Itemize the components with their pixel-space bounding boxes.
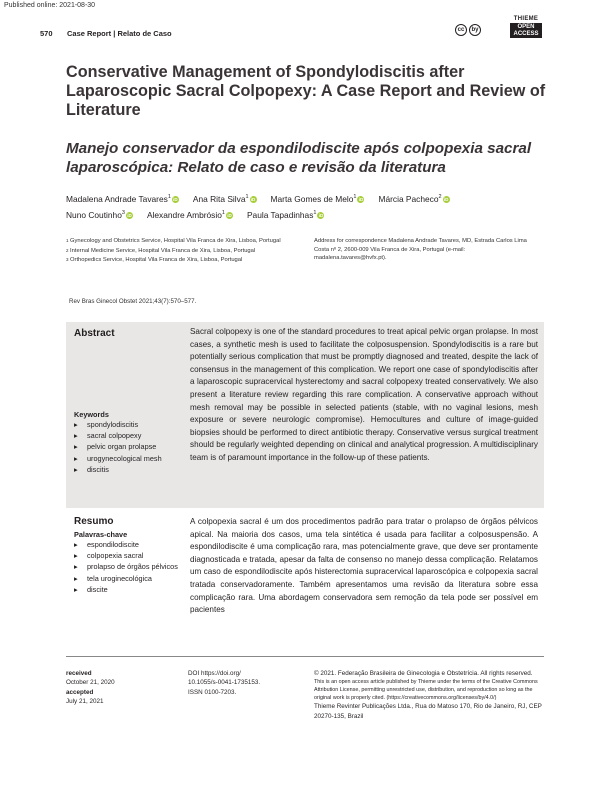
keyword-text: discitis [87,464,109,474]
footer-divider [66,656,544,657]
abstract-heading: Abstract [74,328,115,339]
doi-link[interactable]: DOI https://doi.org/ [188,670,241,677]
running-head: Case Report | Relato de Caso [67,29,172,38]
palavras-chave-list [74,539,186,595]
keyword-item [74,464,186,475]
affiliation-text: Gynecology and Obstetrics Service, Hospital Vila Franca de Xira, Lisboa, Portugal [70,238,281,244]
orcid-icon[interactable]: iD [358,196,364,202]
logo-publisher-text: THIEME [513,16,539,22]
affiliation-number: 1 [66,238,69,243]
keyword-item [74,550,186,561]
resumo-text: A colpopexia sacral é um dos procedimentos padrão para tratar o prolapso de órgãos pélvicos apical. Na maioria dos casos, uma tela sintética é usada para facilitar a colposuspensão. A espondilodiscite é uma complicação rara, mas potencialmente grave, que deve ser prontamente diagnosticada e tratada, apesar da falta de consenso no manejo dessa complicação. Relatamos um caso de espondilodiscite após histerectomia supracervical laparoscópica e colpopexia sacral tratada conservadoramente. Também apresentamos uma revisão da literatura sobre essa complicação rara. Uma abordagem conservadora sem remoção da tela pode ser possível em pacientes [190,517,538,615]
correspondence-address: Address for correspondence Madalena Andrade Tavares, MD, Estrada Carlos Lima Costa nº 2, 2600-009 Vila Franca de Xira, Portugal (e-mail: madalena.tavares@hvfx.pt). [314,238,527,261]
author-affiliation-number: 1 [221,209,225,216]
orcid-icon[interactable]: iD [173,196,178,202]
author [271,190,365,206]
keyword-text: colpopexia sacral [87,551,144,561]
article-title-portuguese: Manejo conservador da espondilodiscite após colpopexia sacral laparoscópica: Relato de caso e revisão da literatura [66,140,532,176]
keyword-item [74,584,186,595]
author-affiliation-number: 3 [121,209,125,216]
keyword-text: prolapso de órgãos pélvicos [87,562,178,572]
affiliation-number: 3 [66,257,69,262]
author [66,206,133,222]
bullet-icon: ▸ [74,442,78,452]
orcid-icon[interactable]: iD [443,196,449,202]
bullet-icon: ▸ [74,464,78,474]
keyword-item [74,453,186,464]
affiliation-number: 2 [66,247,69,253]
author-name: Alexandre Ambrósio [146,209,222,220]
keyword-text: tela uroginecológica [87,573,152,583]
bullet-icon: ▸ [74,420,78,429]
author-name: Madalena Andrade Tavares [66,193,168,204]
author-affiliation-number: 1 [245,194,249,200]
logo-access-text: ACCESS [513,30,539,37]
author [147,206,233,222]
keyword-item [74,573,186,584]
affiliation-text: Internal Medicine Service, Hospital Vila Franca de Xira, Lisboa, Portugal [70,247,256,254]
affiliation [66,256,306,265]
bullet-icon: ▸ [74,540,78,549]
author-affiliation-number: 1 [353,194,357,200]
keyword-text: spondylodiscitis [87,420,139,429]
keyword-item [74,539,186,550]
orcid-icon[interactable]: iD [318,212,324,218]
keyword-text: espondilodiscite [87,540,139,549]
issn: ISSN 0100-7203. [188,688,237,696]
keyword-text: pelvic organ prolapse [87,442,157,452]
bullet-icon: ▸ [74,431,78,441]
doi-block [188,669,298,697]
publisher-address: Thieme Revinter Publicações Ltda., Rua do Matoso 170, Rio de Janeiro, RJ, CEP 20270-135, Brazil [314,703,542,720]
resumo-heading: Resumo [74,516,114,527]
published-date: Published online: 2021-08-30 [4,2,96,9]
journal-citation: Rev Bras Ginecol Obstet 2021;43(7):570–577. [69,298,197,305]
license-notice: This is an open access article published by Thieme under the terms of the Creative Commons Attribution License, permitting unrestricted use, distribution, and reproduction so long as the original work is properly cited. (https://creativecommons.org/licenses/by/4.0/) [314,679,538,702]
keyword-item [74,441,186,452]
keywords-heading: Keywords [74,410,109,419]
keyword-text: discite [87,584,108,594]
affiliation-text: Orthopedics Service, Hospital Vila Franca de Xira, Lisboa, Portugal [70,257,243,263]
affiliation [66,237,306,246]
accepted-date: July 21, 2021 [66,697,104,705]
logo-open-text: OPEN [517,24,535,30]
affiliations [66,237,306,266]
attribution-icon: by [469,24,481,36]
author [66,190,179,206]
bullet-icon: ▸ [74,562,78,572]
author-affiliation-number: 1 [313,209,317,216]
author-name: Nuno Coutinho [66,209,122,220]
orcid-icon[interactable]: iD [250,196,256,202]
palavras-chave-heading: Palavras-chave [74,530,128,539]
abstract-text: Sacral colpopexy is one of the standard procedures to treat apical pelvic organ prolapse. In most cases, a synthetic mesh is used to facilitate the colposuspension. Spondylodiscitis is a rare but potentially serious complication that must be promptly diagnosed and treated, despite the lack of consensus in the management of this complication. We report one case of spondylodiscitis after a laparoscopic supracervical hysterectomy and sacral colpopexy treated conservatively. We also present a literature review regarding this rare complication. A conservative approach without mesh removal may be possible in selected patients (stable, with no vaginal lesions, mesh exposure or severe neurologic compromise). Hemocultures and culture of image-guided biopsies should be performed to direct antibiotic therapy. Conservative versus surgical treatment should be regularly weighted depending on clinical and analytical progression. A multidisciplinary team is of paramount importance in the follow-up of these patients. [190,327,538,462]
cc-license-icons [455,24,481,36]
creative-commons-icon: cc [455,24,467,36]
author [193,190,257,206]
bullet-icon: ▸ [74,573,78,583]
affiliation [66,247,306,256]
received-label: received [66,670,92,677]
received-date: October 21, 2020 [66,679,115,687]
keyword-text: sacral colpopexy [87,431,142,441]
author-list [66,190,546,222]
orcid-icon[interactable]: iD [227,212,232,218]
author-name: Ana Rita Silva [192,193,246,204]
bullet-icon: ▸ [74,551,78,561]
palavras-chave-block [74,530,186,595]
author-name: Márcia Pacheco [378,193,439,204]
author-affiliation-number: 1 [167,194,171,200]
orcid-icon[interactable]: iD [127,212,132,218]
page-number: 570 [40,29,53,38]
article-title-english: Conservative Management of Spondylodiscitis after Laparoscopic Sacral Colpopexy: A Case Report and Review of Literature [66,63,546,119]
keyword-item [74,561,186,572]
author [378,190,449,206]
article-dates [66,669,166,706]
author [247,206,325,222]
thieme-open-access-logo [510,16,542,38]
bullet-icon: ▸ [74,584,78,594]
doi-number: 10.1055/s-0041-1735153. [188,679,261,687]
author-name: Paula Tapadinhas [246,209,314,220]
logo-open-access-badge [510,23,542,38]
bullet-icon: ▸ [74,453,78,463]
author-affiliation-number: 2 [438,194,442,200]
author-name: Marta Gomes de Melo [270,193,354,204]
keyword-text: urogynecological mesh [87,453,162,463]
keywords-list [74,419,186,475]
copyright-notice: © 2021. Federação Brasileira de Ginecologia e Obstetrícia. All rights reserved. [314,670,533,677]
keywords-block [74,410,186,475]
keyword-item [74,430,186,441]
accepted-label: accepted [66,688,94,696]
copyright-block [314,669,542,721]
keyword-item [74,419,186,430]
